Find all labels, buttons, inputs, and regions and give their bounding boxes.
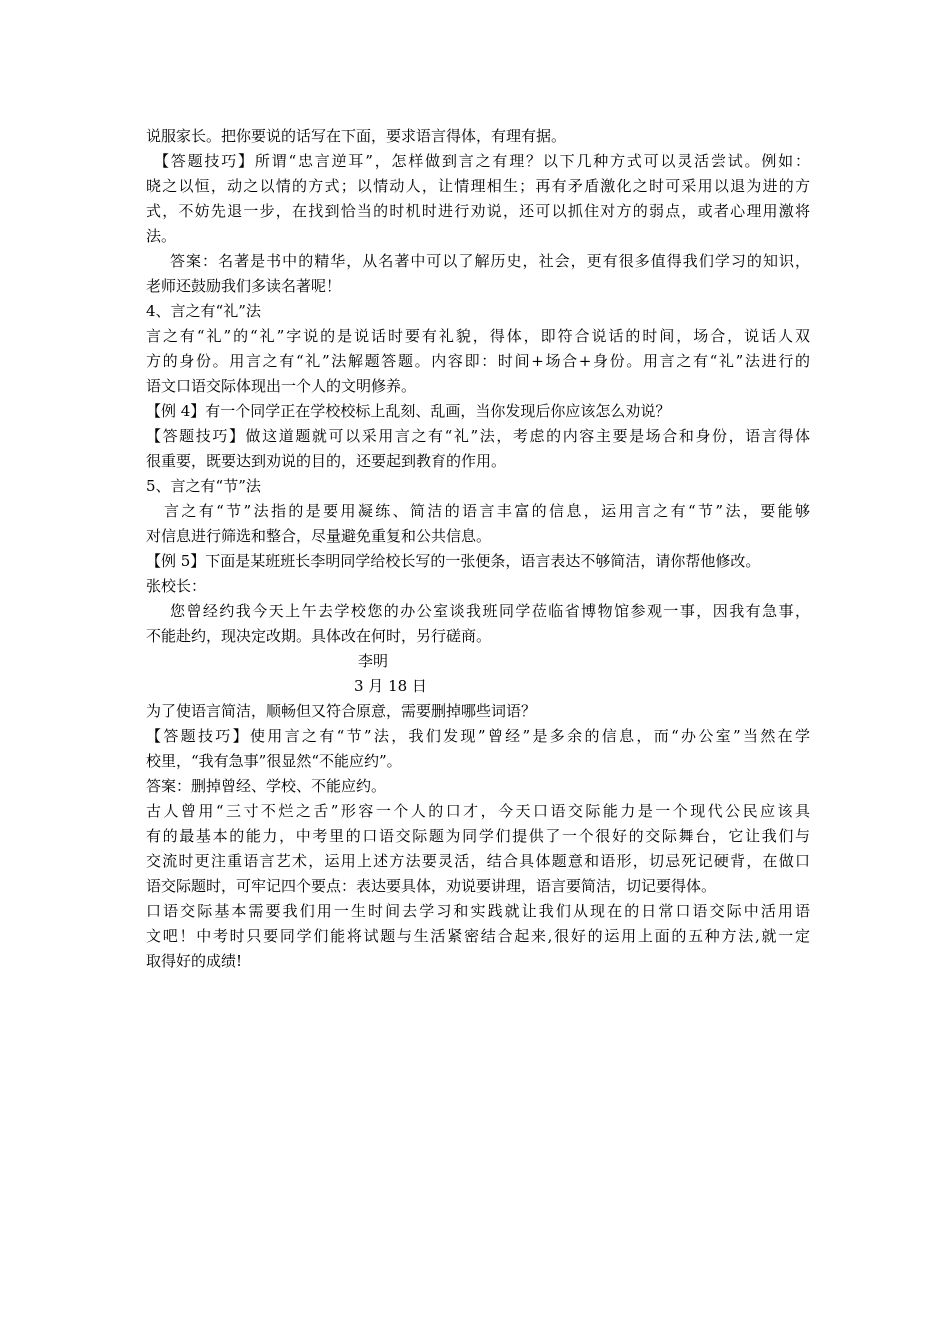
text-line: 答案：名著是书中的精华，从名著中可以了解历史，社会，更有很多值得我们学习的知识，	[170, 252, 810, 270]
text-line: 您曾经约我今天上午去学校您的办公室谈我班同学莅临省博物馆参观一事，因我有急事，	[170, 602, 810, 620]
text-line: 文吧！中考时只要同学们能将试题与生活紧密结合起来,很好的运用上面的五种方法,就一定	[146, 927, 810, 945]
paragraph-summary-2	[146, 899, 810, 974]
text-line: 交流时更注重语言艺术，运用上述方法要灵活，结合具体题意和语形，切忌死记硬背，在做口	[146, 852, 810, 870]
text-line: 取得好的成绩!	[146, 952, 243, 970]
text-line: 说服家长。把你要说的话写在下面，要求语言得体，有理有据。	[146, 127, 567, 145]
paragraph-example-4	[146, 399, 810, 424]
text-line: 不能赴约，现决定改期。具体改在何时，另行磋商。	[146, 627, 492, 645]
text-line: 【例 4】有一个同学正在学校校标上乱刻、乱画，当你发现后你应该怎么劝说？	[146, 402, 671, 420]
note-salutation	[146, 574, 810, 599]
note-date	[146, 674, 810, 699]
text-line: 【答题技巧】使用言之有“节”法，我们发现”曾经”是多余的信息，而“办公室”当然在学	[146, 727, 810, 745]
text-line: 校里，“我有急事”很显然“不能应约”。	[146, 752, 402, 770]
heading-section-5	[146, 474, 810, 499]
text-line: 为了使语言简洁，顺畅但又符合原意，需要删掉哪些词语？	[146, 702, 537, 720]
text-line: 言之有“礼”的“礼”字说的是说话时要有礼貌，得体，即符合说话的时间，场合，说话人双	[146, 327, 810, 345]
paragraph-tips-4	[146, 424, 810, 474]
text-line: 言之有“节”法指的是要用凝练、简洁的语言丰富的信息，运用言之有“节”法，要能够	[164, 502, 810, 520]
text-line: 语文口语交际体现出一个人的文明修养。	[146, 377, 417, 395]
section-heading: 4、言之有“礼”法	[146, 302, 261, 320]
text-line: 语交际题时，可牢记四个要点：表达要具体，劝说要讲理，语言要简洁，切记要得体。	[146, 877, 717, 895]
text-line: 老师还鼓励我们多读名著呢！	[146, 277, 342, 295]
paragraph-intro	[146, 124, 810, 149]
signature-date: 3 月 18 日	[354, 677, 427, 695]
paragraph-question-5	[146, 699, 810, 724]
text-line: 有的最基本的能力，中考里的口语交际题为同学们提供了一个很好的交际舞台，它让我们与	[146, 827, 810, 845]
text-line: 晓之以恒，动之以情的方式；以情动人，让情理相生；再有矛盾激化之时可采用以退为进的方	[146, 177, 810, 195]
text-line: 古人曾用“三寸不烂之舌”形容一个人的口才，今天口语交际能力是一个现代公民应该具	[146, 802, 810, 820]
paragraph-tips-1	[146, 149, 810, 249]
document-body	[146, 124, 810, 974]
text-line: 方的身份。用言之有“礼”法解题答题。内容即：时间+场合+身份。用言之有“礼”法进行的	[146, 352, 810, 370]
text-line: 【例 5】下面是某班班长李明同学给校长写的一张便条，语言表达不够简洁，请你帮他修改。	[146, 552, 761, 570]
text-line: 【答题技巧】所谓“忠言逆耳”，怎样做到言之有理？以下几种方式可以灵活尝试。例如：	[154, 152, 810, 170]
text-line: 对信息进行筛选和整合，尽量避免重复和公共信息。	[146, 527, 492, 545]
text-line: 式，不妨先退一步，在找到恰当的时机时进行劝说，还可以抓住对方的弱点，或者心理用激将	[146, 202, 810, 220]
note-signature	[146, 649, 810, 674]
paragraph-summary-1	[146, 799, 810, 899]
heading-section-4	[146, 299, 810, 324]
paragraph-li-method	[146, 324, 810, 399]
text-line: 张校长：	[146, 577, 207, 595]
text-line: 法。	[146, 227, 177, 245]
paragraph-jie-method	[146, 499, 810, 549]
text-line: 【答题技巧】做这道题就可以采用言之有“礼”法，考虑的内容主要是场合和身份，语言得体	[146, 427, 810, 445]
text-line: 口语交际基本需要我们用一生时间去学习和实践就让我们从现在的日常口语交际中活用语	[146, 902, 810, 920]
paragraph-tips-5	[146, 724, 810, 774]
section-heading: 5、言之有“节”法	[146, 477, 261, 495]
note-body	[146, 599, 810, 649]
paragraph-example-5	[146, 549, 810, 574]
signature-name: 李明	[358, 652, 389, 670]
paragraph-answer-1	[146, 249, 810, 299]
text-line: 很重要，既要达到劝说的目的，还要起到教育的作用。	[146, 452, 507, 470]
text-line: 答案：删掉曾经、学校、不能应约。	[146, 777, 387, 795]
paragraph-answer-5	[146, 774, 810, 799]
